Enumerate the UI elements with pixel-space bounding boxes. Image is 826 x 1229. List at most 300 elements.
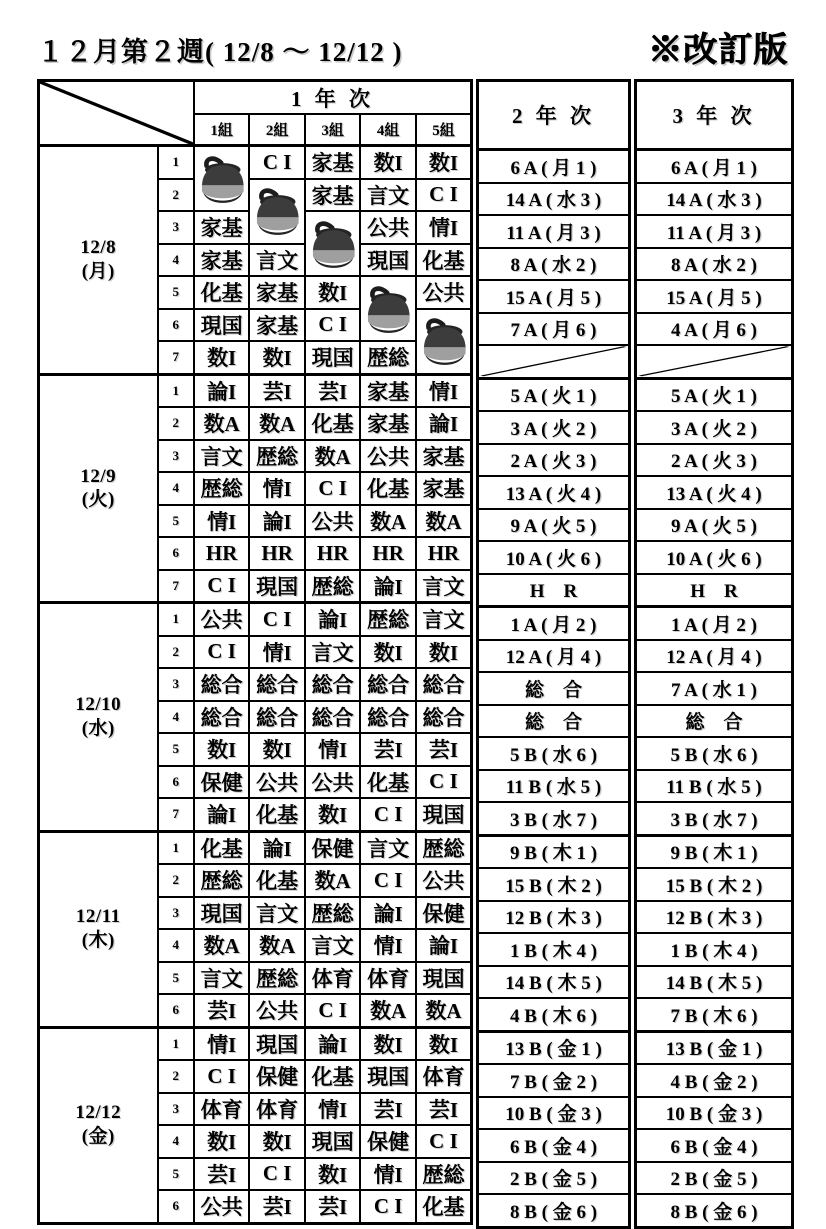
subject-cell: 数I: [305, 798, 361, 831]
period-number: 7: [158, 341, 194, 374]
timetable-row: [636, 248, 793, 281]
timetable-row: [478, 737, 630, 770]
day-label: 12/11 (木): [39, 831, 158, 1027]
subject-cell: 現国: [305, 341, 361, 374]
year3-body: [636, 150, 793, 1228]
timetable-row: [636, 966, 793, 999]
subject-cell: 数I: [249, 1125, 305, 1158]
schedule-cell: 11 A ( 月 3 ): [636, 215, 793, 248]
subject-cell: 数I: [416, 1027, 472, 1060]
subject-cell: 論I: [194, 798, 250, 831]
subject-cell: 数I: [360, 1027, 416, 1060]
schedule-cell: 9 B ( 木 1 ): [478, 835, 630, 868]
schedule-cell: 12 B ( 木 3 ): [478, 901, 630, 934]
subject-cell: 総合: [416, 701, 472, 734]
subject-cell: 総合: [360, 668, 416, 701]
timetable-row: [39, 146, 472, 179]
timetable-row: [636, 607, 793, 640]
timetable-row: [478, 933, 630, 966]
subject-cell: 化基: [360, 766, 416, 799]
subject-cell: C I: [416, 766, 472, 799]
schedule-cell: 13 B ( 金 1 ): [636, 1031, 793, 1064]
subject-cell: C I: [305, 472, 361, 505]
subject-cell: C I: [416, 1125, 472, 1158]
subject-cell: 情I: [416, 211, 472, 244]
subject-cell: 歴総: [416, 1158, 472, 1191]
subject-cell: 体育: [194, 1093, 250, 1126]
schedule-cell: 12 A ( 月 4 ): [636, 640, 793, 673]
timetable-row: [636, 215, 793, 248]
subject-cell: 芸I: [249, 374, 305, 407]
timetable-row: [478, 215, 630, 248]
subject-cell: HR: [249, 537, 305, 570]
subject-cell: 家基: [249, 276, 305, 309]
timetable-row: [39, 603, 472, 636]
period-number: 3: [158, 668, 194, 701]
class-header-2: 2組: [249, 114, 305, 146]
period-number: 6: [158, 766, 194, 799]
schedule-cell: 15 A ( 月 5 ): [636, 280, 793, 313]
timetable-row: [636, 901, 793, 934]
subject-cell: 言文: [249, 244, 305, 277]
class-header-1: 1組: [194, 114, 250, 146]
subject-cell: 化基: [249, 798, 305, 831]
schedule-cell: 8 B ( 金 6 ): [478, 1194, 630, 1227]
subject-cell: 歴総: [360, 341, 416, 374]
subject-cell: C I: [194, 570, 250, 603]
schedule-cell: 13 A ( 火 4 ): [478, 476, 630, 509]
period-number: 2: [158, 864, 194, 897]
subject-cell: 芸I: [194, 994, 250, 1027]
subject-cell: 家基: [360, 374, 416, 407]
subject-cell: 現国: [416, 798, 472, 831]
class-header-5: 5組: [416, 114, 472, 146]
subject-cell: 芸I: [416, 1093, 472, 1126]
timetable-row: [636, 1097, 793, 1130]
subject-cell: C I: [249, 603, 305, 636]
subject-cell: 化基: [416, 1190, 472, 1223]
period-number: 6: [158, 309, 194, 342]
day-label: 12/9 (火): [39, 374, 158, 603]
subject-cell: 数I: [416, 636, 472, 669]
period-number: 6: [158, 1190, 194, 1223]
empty-slash-cell: [478, 345, 630, 378]
subject-cell: 歴総: [416, 831, 472, 864]
subject-cell: 体育: [305, 962, 361, 995]
year3-table: [634, 79, 794, 1229]
schedule-cell: 5 A ( 火 1 ): [636, 378, 793, 411]
subject-cell: HR: [360, 537, 416, 570]
diagonal-header-cell: [39, 81, 194, 146]
subject-cell: 数A: [194, 407, 250, 440]
schedule-cell: 1 B ( 木 4 ): [478, 933, 630, 966]
timetable-row: [478, 378, 630, 411]
subject-cell: 現国: [194, 897, 250, 930]
timetable-row: [478, 835, 630, 868]
subject-cell: 公共: [416, 864, 472, 897]
timetable-row: [636, 1194, 793, 1227]
subject-cell: 芸I: [416, 733, 472, 766]
subject-cell: 公共: [360, 440, 416, 473]
subject-cell: 数A: [360, 505, 416, 538]
schedule-cell: 7 B ( 木 6 ): [636, 998, 793, 1031]
schedule-cell: 6 B ( 金 4 ): [636, 1129, 793, 1162]
timetable-row: [636, 183, 793, 216]
subject-cell: 芸I: [305, 1190, 361, 1223]
timetable-row: [478, 183, 630, 216]
subject-cell: 数I: [305, 1158, 361, 1191]
timetable-row: [636, 705, 793, 738]
year2-header: 2 年 次: [478, 81, 630, 150]
schedule-cell: 4 B ( 木 6 ): [478, 998, 630, 1031]
period-number: 3: [158, 440, 194, 473]
empty-slash-cell: [636, 345, 793, 378]
timetable-row: [636, 280, 793, 313]
class-header-3: 3組: [305, 114, 361, 146]
subject-cell: 公共: [249, 766, 305, 799]
timetable-row: [636, 150, 793, 183]
year2-body: [478, 150, 630, 1228]
schedule-cell: 5 B ( 水 6 ): [478, 737, 630, 770]
schedule-cell: H R: [478, 574, 630, 607]
subject-cell: 情I: [194, 1027, 250, 1060]
subject-cell: C I: [305, 309, 361, 342]
subject-cell: HR: [194, 537, 250, 570]
schedule-cell: 5 A ( 火 1 ): [478, 378, 630, 411]
subject-cell: 保健: [305, 831, 361, 864]
subject-cell: 体育: [249, 1093, 305, 1126]
subject-cell: 言文: [416, 603, 472, 636]
subject-cell: 公共: [360, 211, 416, 244]
subject-cell: 保健: [360, 1125, 416, 1158]
timetable-row: [636, 868, 793, 901]
period-number: 3: [158, 1093, 194, 1126]
period-number: 1: [158, 603, 194, 636]
timetable-row: [39, 1027, 472, 1060]
subject-cell: 現国: [416, 962, 472, 995]
timetable-row: [478, 280, 630, 313]
schedule-cell: 総 合: [478, 672, 630, 705]
subject-cell: C I: [305, 994, 361, 1027]
diagonal-line-icon: [40, 82, 193, 144]
timetable-row: [478, 444, 630, 477]
subject-cell: 家基: [194, 244, 250, 277]
period-number: 5: [158, 962, 194, 995]
subject-cell: 論I: [360, 570, 416, 603]
period-number: 4: [158, 929, 194, 962]
period-number: 7: [158, 798, 194, 831]
period-number: 3: [158, 211, 194, 244]
subject-cell: 数I: [249, 733, 305, 766]
schedule-cell: 14 A ( 水 3 ): [636, 183, 793, 216]
subject-cell: 数A: [305, 440, 361, 473]
subject-cell: 化基: [416, 244, 472, 277]
schedule-cell: 3 A ( 火 2 ): [478, 411, 630, 444]
day-label: 12/10 (水): [39, 603, 158, 832]
subject-cell: 言文: [360, 179, 416, 212]
timetable-row: [478, 345, 630, 378]
timetable-row: [478, 248, 630, 281]
subject-cell: 数I: [360, 146, 416, 179]
subject-cell: 情I: [194, 505, 250, 538]
timetable-row: [478, 672, 630, 705]
timetable-row: [636, 998, 793, 1031]
schedule-cell: 8 A ( 水 2 ): [636, 248, 793, 281]
timetable-row: [636, 835, 793, 868]
subject-cell: 体育: [416, 1060, 472, 1093]
period-number: 6: [158, 537, 194, 570]
period-number: 5: [158, 276, 194, 309]
schedule-cell: 13 B ( 金 1 ): [478, 1031, 630, 1064]
subject-cell: 数A: [305, 864, 361, 897]
timetable-row: [478, 640, 630, 673]
year1-header: 1 年 次: [194, 81, 472, 115]
subject-cell: 化基: [194, 276, 250, 309]
subject-cell: 論I: [360, 897, 416, 930]
subject-cell: 論I: [305, 1027, 361, 1060]
timetable-row: [478, 705, 630, 738]
subject-cell: 芸I: [305, 374, 361, 407]
subject-cell: C I: [194, 636, 250, 669]
subject-cell: 論I: [416, 407, 472, 440]
schedule-cell: 11 B ( 水 5 ): [636, 770, 793, 803]
schedule-cell: 8 A ( 水 2 ): [478, 248, 630, 281]
subject-cell: 数A: [416, 505, 472, 538]
year1-body: [39, 146, 472, 1224]
timetable-row: [478, 1097, 630, 1130]
timetable-row: [636, 770, 793, 803]
day-label: 12/12 (金): [39, 1027, 158, 1223]
subject-cell: 情I: [305, 1093, 361, 1126]
timetable-row: [636, 541, 793, 574]
subject-cell: 歴総: [305, 897, 361, 930]
timetable-row: [636, 933, 793, 966]
schedule-cell: 12 B ( 木 3 ): [636, 901, 793, 934]
curling-stone-icon: [360, 276, 416, 341]
subject-cell: 数A: [360, 994, 416, 1027]
timetable-row: [478, 1129, 630, 1162]
schedule-cell: 10 B ( 金 3 ): [478, 1097, 630, 1130]
timetable-row: [636, 378, 793, 411]
schedule-cell: 4 B ( 金 2 ): [636, 1064, 793, 1097]
period-number: 3: [158, 897, 194, 930]
schedule-cell: 7 A ( 水 1 ): [636, 672, 793, 705]
timetable-row: [636, 574, 793, 607]
timetable-row: [636, 640, 793, 673]
class-header-4: 4組: [360, 114, 416, 146]
subject-cell: 歴総: [305, 570, 361, 603]
period-number: 1: [158, 1027, 194, 1060]
timetable-row: [478, 802, 630, 835]
subject-cell: 芸I: [360, 1093, 416, 1126]
schedule-cell: 5 B ( 水 6 ): [636, 737, 793, 770]
timetable-row: [636, 313, 793, 346]
period-number: 4: [158, 1125, 194, 1158]
schedule-cell: 14 B ( 木 5 ): [478, 966, 630, 999]
timetable-row: [478, 150, 630, 183]
subject-cell: 化基: [360, 472, 416, 505]
subject-cell: 歴総: [249, 962, 305, 995]
timetable-row: [636, 1129, 793, 1162]
subject-cell: 家基: [305, 179, 361, 212]
schedule-cell: 10 A ( 火 6 ): [478, 541, 630, 574]
period-number: 2: [158, 1060, 194, 1093]
timetable-row: [478, 998, 630, 1031]
period-number: 5: [158, 733, 194, 766]
subject-cell: C I: [249, 146, 305, 179]
subject-cell: 総合: [305, 668, 361, 701]
subject-cell: 論I: [305, 603, 361, 636]
curling-stone-icon: [416, 309, 472, 375]
schedule-cell: 15 A ( 月 5 ): [478, 280, 630, 313]
subject-cell: 数A: [249, 929, 305, 962]
subject-cell: 化基: [305, 407, 361, 440]
schedule-cell: 1 A ( 月 2 ): [478, 607, 630, 640]
period-number: 5: [158, 1158, 194, 1191]
schedule-cell: H R: [636, 574, 793, 607]
schedule-cell: 1 B ( 木 4 ): [636, 933, 793, 966]
timetable-row: [478, 1031, 630, 1064]
page-title: １２月第２週( 12/8 ～ 12/12 ): [37, 37, 403, 67]
schedule-cell: 14 B ( 木 5 ): [636, 966, 793, 999]
subject-cell: 論I: [249, 505, 305, 538]
subject-cell: 数I: [194, 1125, 250, 1158]
subject-cell: 現国: [249, 570, 305, 603]
schedule-cell: 3 B ( 水 7 ): [478, 802, 630, 835]
timetable-row: [478, 1194, 630, 1227]
subject-cell: 歴総: [249, 440, 305, 473]
period-number: 1: [158, 374, 194, 407]
curling-stone-icon: [249, 179, 305, 244]
subject-cell: 現国: [249, 1027, 305, 1060]
schedule-cell: 10 A ( 火 6 ): [636, 541, 793, 574]
subject-cell: 家基: [194, 211, 250, 244]
timetable-row: [478, 476, 630, 509]
timetable-row: [636, 1031, 793, 1064]
period-number: 2: [158, 407, 194, 440]
schedule-cell: 2 B ( 金 5 ): [478, 1162, 630, 1195]
schedule-cell: 9 A ( 火 5 ): [478, 509, 630, 542]
timetable-row: [39, 831, 472, 864]
timetable-row: [636, 476, 793, 509]
schedule-cell: 7 A ( 月 6 ): [478, 313, 630, 346]
schedule-cell: 2 A ( 火 3 ): [636, 444, 793, 477]
schedule-cell: 6 A ( 月 1 ): [636, 150, 793, 183]
subject-cell: 現国: [360, 244, 416, 277]
subject-cell: 家基: [305, 146, 361, 179]
subject-cell: HR: [305, 537, 361, 570]
subject-cell: 総合: [360, 701, 416, 734]
subject-cell: 現国: [360, 1060, 416, 1093]
timetable-row: [636, 802, 793, 835]
subject-cell: 保健: [416, 897, 472, 930]
subject-cell: 保健: [249, 1060, 305, 1093]
subject-cell: 情I: [305, 733, 361, 766]
subject-cell: 体育: [360, 962, 416, 995]
schedule-cell: 15 B ( 木 2 ): [636, 868, 793, 901]
schedule-cell: 2 A ( 火 3 ): [478, 444, 630, 477]
subject-cell: 公共: [305, 505, 361, 538]
subject-cell: 数I: [305, 276, 361, 309]
subject-cell: 公共: [194, 1190, 250, 1223]
subject-cell: 言文: [360, 831, 416, 864]
subject-cell: 家基: [416, 472, 472, 505]
schedule-cell: 11 A ( 月 3 ): [478, 215, 630, 248]
period-number: 2: [158, 636, 194, 669]
timetable-row: [636, 672, 793, 705]
subject-cell: 数A: [416, 994, 472, 1027]
subject-cell: C I: [194, 1060, 250, 1093]
period-number: 4: [158, 472, 194, 505]
title-bar: [37, 22, 792, 71]
schedule-cell: 9 B ( 木 1 ): [636, 835, 793, 868]
timetable: [37, 79, 826, 1229]
subject-cell: 化基: [305, 1060, 361, 1093]
schedule-cell: 13 A ( 火 4 ): [636, 476, 793, 509]
subject-cell: 芸I: [194, 1158, 250, 1191]
subject-cell: 数A: [194, 929, 250, 962]
subject-cell: 芸I: [360, 733, 416, 766]
subject-cell: 論I: [194, 374, 250, 407]
timetable-row: [636, 411, 793, 444]
schedule-cell: 11 B ( 水 5 ): [478, 770, 630, 803]
timetable-row: [478, 770, 630, 803]
subject-cell: 数I: [249, 341, 305, 374]
schedule-cell: 7 B ( 金 2 ): [478, 1064, 630, 1097]
subject-cell: 総合: [249, 701, 305, 734]
timetable-row: [478, 607, 630, 640]
timetable-row: [636, 444, 793, 477]
schedule-cell: 1 A ( 月 2 ): [636, 607, 793, 640]
subject-cell: 数I: [194, 341, 250, 374]
timetable-row: [478, 574, 630, 607]
subject-cell: 歴総: [360, 603, 416, 636]
schedule-cell: 14 A ( 水 3 ): [478, 183, 630, 216]
timetable-row: [636, 1064, 793, 1097]
period-number: 6: [158, 994, 194, 1027]
subject-cell: 情I: [249, 472, 305, 505]
subject-cell: 現国: [305, 1125, 361, 1158]
period-number: 1: [158, 831, 194, 864]
timetable-row: [478, 966, 630, 999]
subject-cell: 公共: [249, 994, 305, 1027]
schedule-cell: 総 合: [636, 705, 793, 738]
timetable-row: [478, 313, 630, 346]
timetable-row: [636, 737, 793, 770]
subject-cell: 総合: [249, 668, 305, 701]
schedule-cell: 12 A ( 月 4 ): [478, 640, 630, 673]
subject-cell: 芸I: [249, 1190, 305, 1223]
subject-cell: 言文: [305, 636, 361, 669]
subject-cell: 公共: [194, 603, 250, 636]
subject-cell: 数A: [249, 407, 305, 440]
schedule-cell: 15 B ( 木 2 ): [478, 868, 630, 901]
subject-cell: 情I: [416, 374, 472, 407]
subject-cell: 言文: [249, 897, 305, 930]
subject-cell: C I: [249, 1158, 305, 1191]
subject-cell: 総合: [194, 668, 250, 701]
subject-cell: C I: [360, 864, 416, 897]
day-label: 12/8 (月): [39, 146, 158, 375]
subject-cell: 化基: [249, 864, 305, 897]
schedule-cell: 6 A ( 月 1 ): [478, 150, 630, 183]
revision-note: ※改訂版: [648, 32, 788, 69]
subject-cell: 歴総: [194, 472, 250, 505]
subject-cell: 言文: [194, 440, 250, 473]
timetable-row: [39, 374, 472, 407]
schedule-cell: 10 B ( 金 3 ): [636, 1097, 793, 1130]
subject-cell: 数I: [416, 146, 472, 179]
